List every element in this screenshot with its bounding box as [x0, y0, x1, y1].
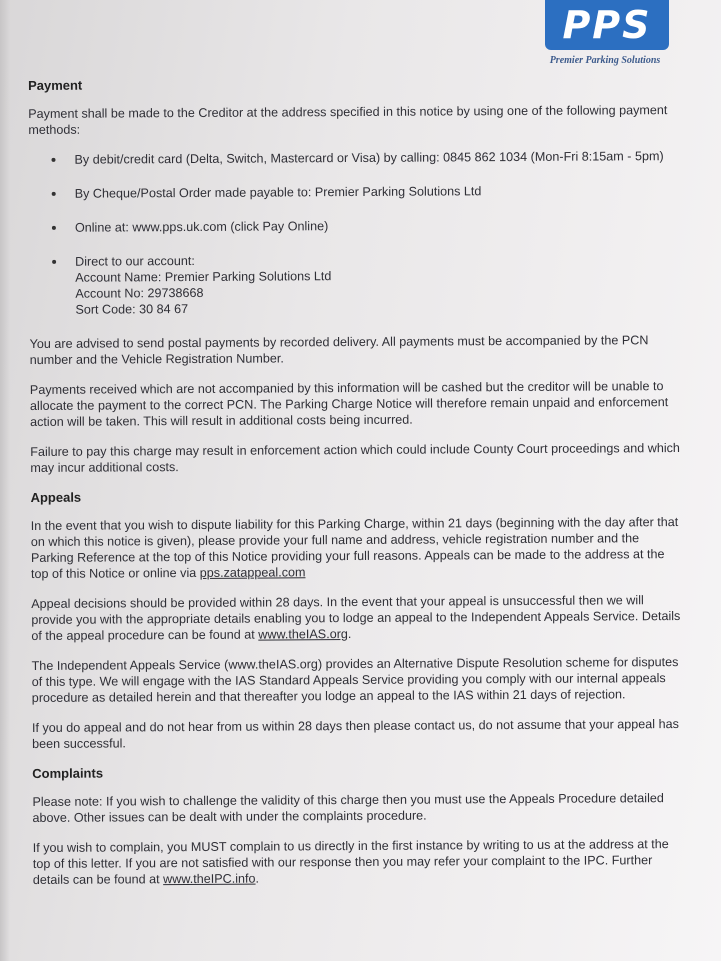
bullet-icon	[51, 158, 55, 162]
bullet-icon	[52, 226, 56, 230]
logo-brand: PPS	[562, 3, 652, 47]
appeals-paragraph-4: If you do appeal and do not hear from us within 28 days then please contact us, do not assume that your appeal has been successful.	[31, 717, 679, 751]
direct-intro: Direct to our account:	[75, 253, 195, 269]
complaints-heading: Complaints	[32, 765, 104, 781]
account-name: Account Name: Premier Parking Solutions Ltd	[75, 269, 332, 285]
postal-payment-paragraph: You are advised to send postal payments by recorded delivery. All payments must be accompanied by the PCN number and the Vehicle Registration Number.	[29, 333, 649, 367]
payment-method-direct	[27, 250, 679, 318]
card-method-text: By debit/credit card (Delta, Switch, Mastercard or Visa) by calling: 0845 862 1034 (Mon-Fri 8:15am - 5pm)	[74, 149, 664, 167]
sort-code: Sort Code: 30 84 67	[75, 302, 189, 317]
bullet-icon	[52, 192, 56, 196]
page-edge-shadow	[0, 0, 10, 961]
complaints-paragraph-2-end: .	[255, 871, 260, 886]
appeals-paragraph-1	[31, 514, 681, 582]
logo-subtitle: Premier Parking Solutions	[549, 55, 661, 66]
notice-body	[26, 74, 683, 902]
bullet-icon	[52, 260, 56, 264]
appeals-paragraph-2-end: .	[347, 627, 352, 642]
payment-method-card	[26, 148, 678, 168]
appeals-paragraph-2	[31, 592, 681, 644]
appeals-paragraph-1-text: In the event that you wish to dispute liability for this Parking Charge, within 21 days (beginning with the day after that on which this notice is given), please provide your full name and address, vehicle registration number and the Parking Reference at the top of this Notice providing your full reasons. Appeals can be made to the address at the top of this Notice or online via	[30, 515, 679, 581]
payment-methods-list	[26, 148, 679, 318]
appeals-paragraph-2-text: Appeal decisions should be provided within 28 days. In the event that your appeal is unsuccessful then we will provide you with the appropriate details enabling you to lodge an appeal to the Independent Appeals Service. Details of the appeal procedure can be found at	[31, 593, 681, 643]
complaints-paragraph-2-text: If you wish to complain, you MUST complain to us directly in the first instance by writing to us at the address at the top of this letter. If you are not satisfied with our response then you may refer your complaint to the IPC. Further details can be found at	[32, 837, 669, 887]
appeal-portal-link[interactable]: pps.zatappeal.com	[199, 565, 306, 580]
pps-logo	[545, 0, 669, 50]
failure-to-pay-paragraph: Failure to pay this charge may result in enforcement action which could include County Court proceedings and which may incur additional costs.	[30, 441, 680, 475]
payment-method-online	[27, 216, 679, 236]
payment-method-cheque	[27, 182, 679, 202]
complaints-paragraph-2	[33, 836, 683, 888]
payment-heading: Payment	[27, 77, 83, 93]
account-number: Account No: 29738668	[75, 285, 204, 301]
complaints-paragraph-1: Please note: If you wish to challenge the validity of this charge then you must use the Appeals Procedure detailed above. Other issues can be dealt with under the complaints procedure.	[32, 791, 664, 825]
cheque-method-text: By Cheque/Postal Order made payable to: Premier Parking Solutions Ltd	[74, 184, 482, 201]
unallocated-payment-paragraph: Payments received which are not accompanied by this information will be cashed but the creditor will be unable to allocate the payment to the correct PCN. The Parking Charge Notice will therefore remain unpaid and enforcement action will be taken. This will result in additional costs being incurred.	[29, 379, 669, 429]
payment-intro: Payment shall be made to the Creditor at the address specified in this notice by using one of the following payment methods:	[28, 103, 668, 137]
appeals-heading: Appeals	[30, 489, 82, 505]
appeals-paragraph-3: The Independent Appeals Service (www.theIAS.org) provides an Alternative Dispute Resolution scheme for disputes of this type. We will engage with the IAS Standard Appeals Service providing you comply with our internal appeals procedure as detailed herein and that thereafter you lodge an appeal to the IAS within 21 days of rejection.	[31, 655, 679, 705]
ias-website-link[interactable]: www.theIAS.org	[258, 627, 348, 642]
ipc-website-link[interactable]: www.theIPC.info	[163, 871, 256, 887]
online-method-text: Online at: www.pps.uk.com (click Pay Online)	[74, 219, 329, 235]
